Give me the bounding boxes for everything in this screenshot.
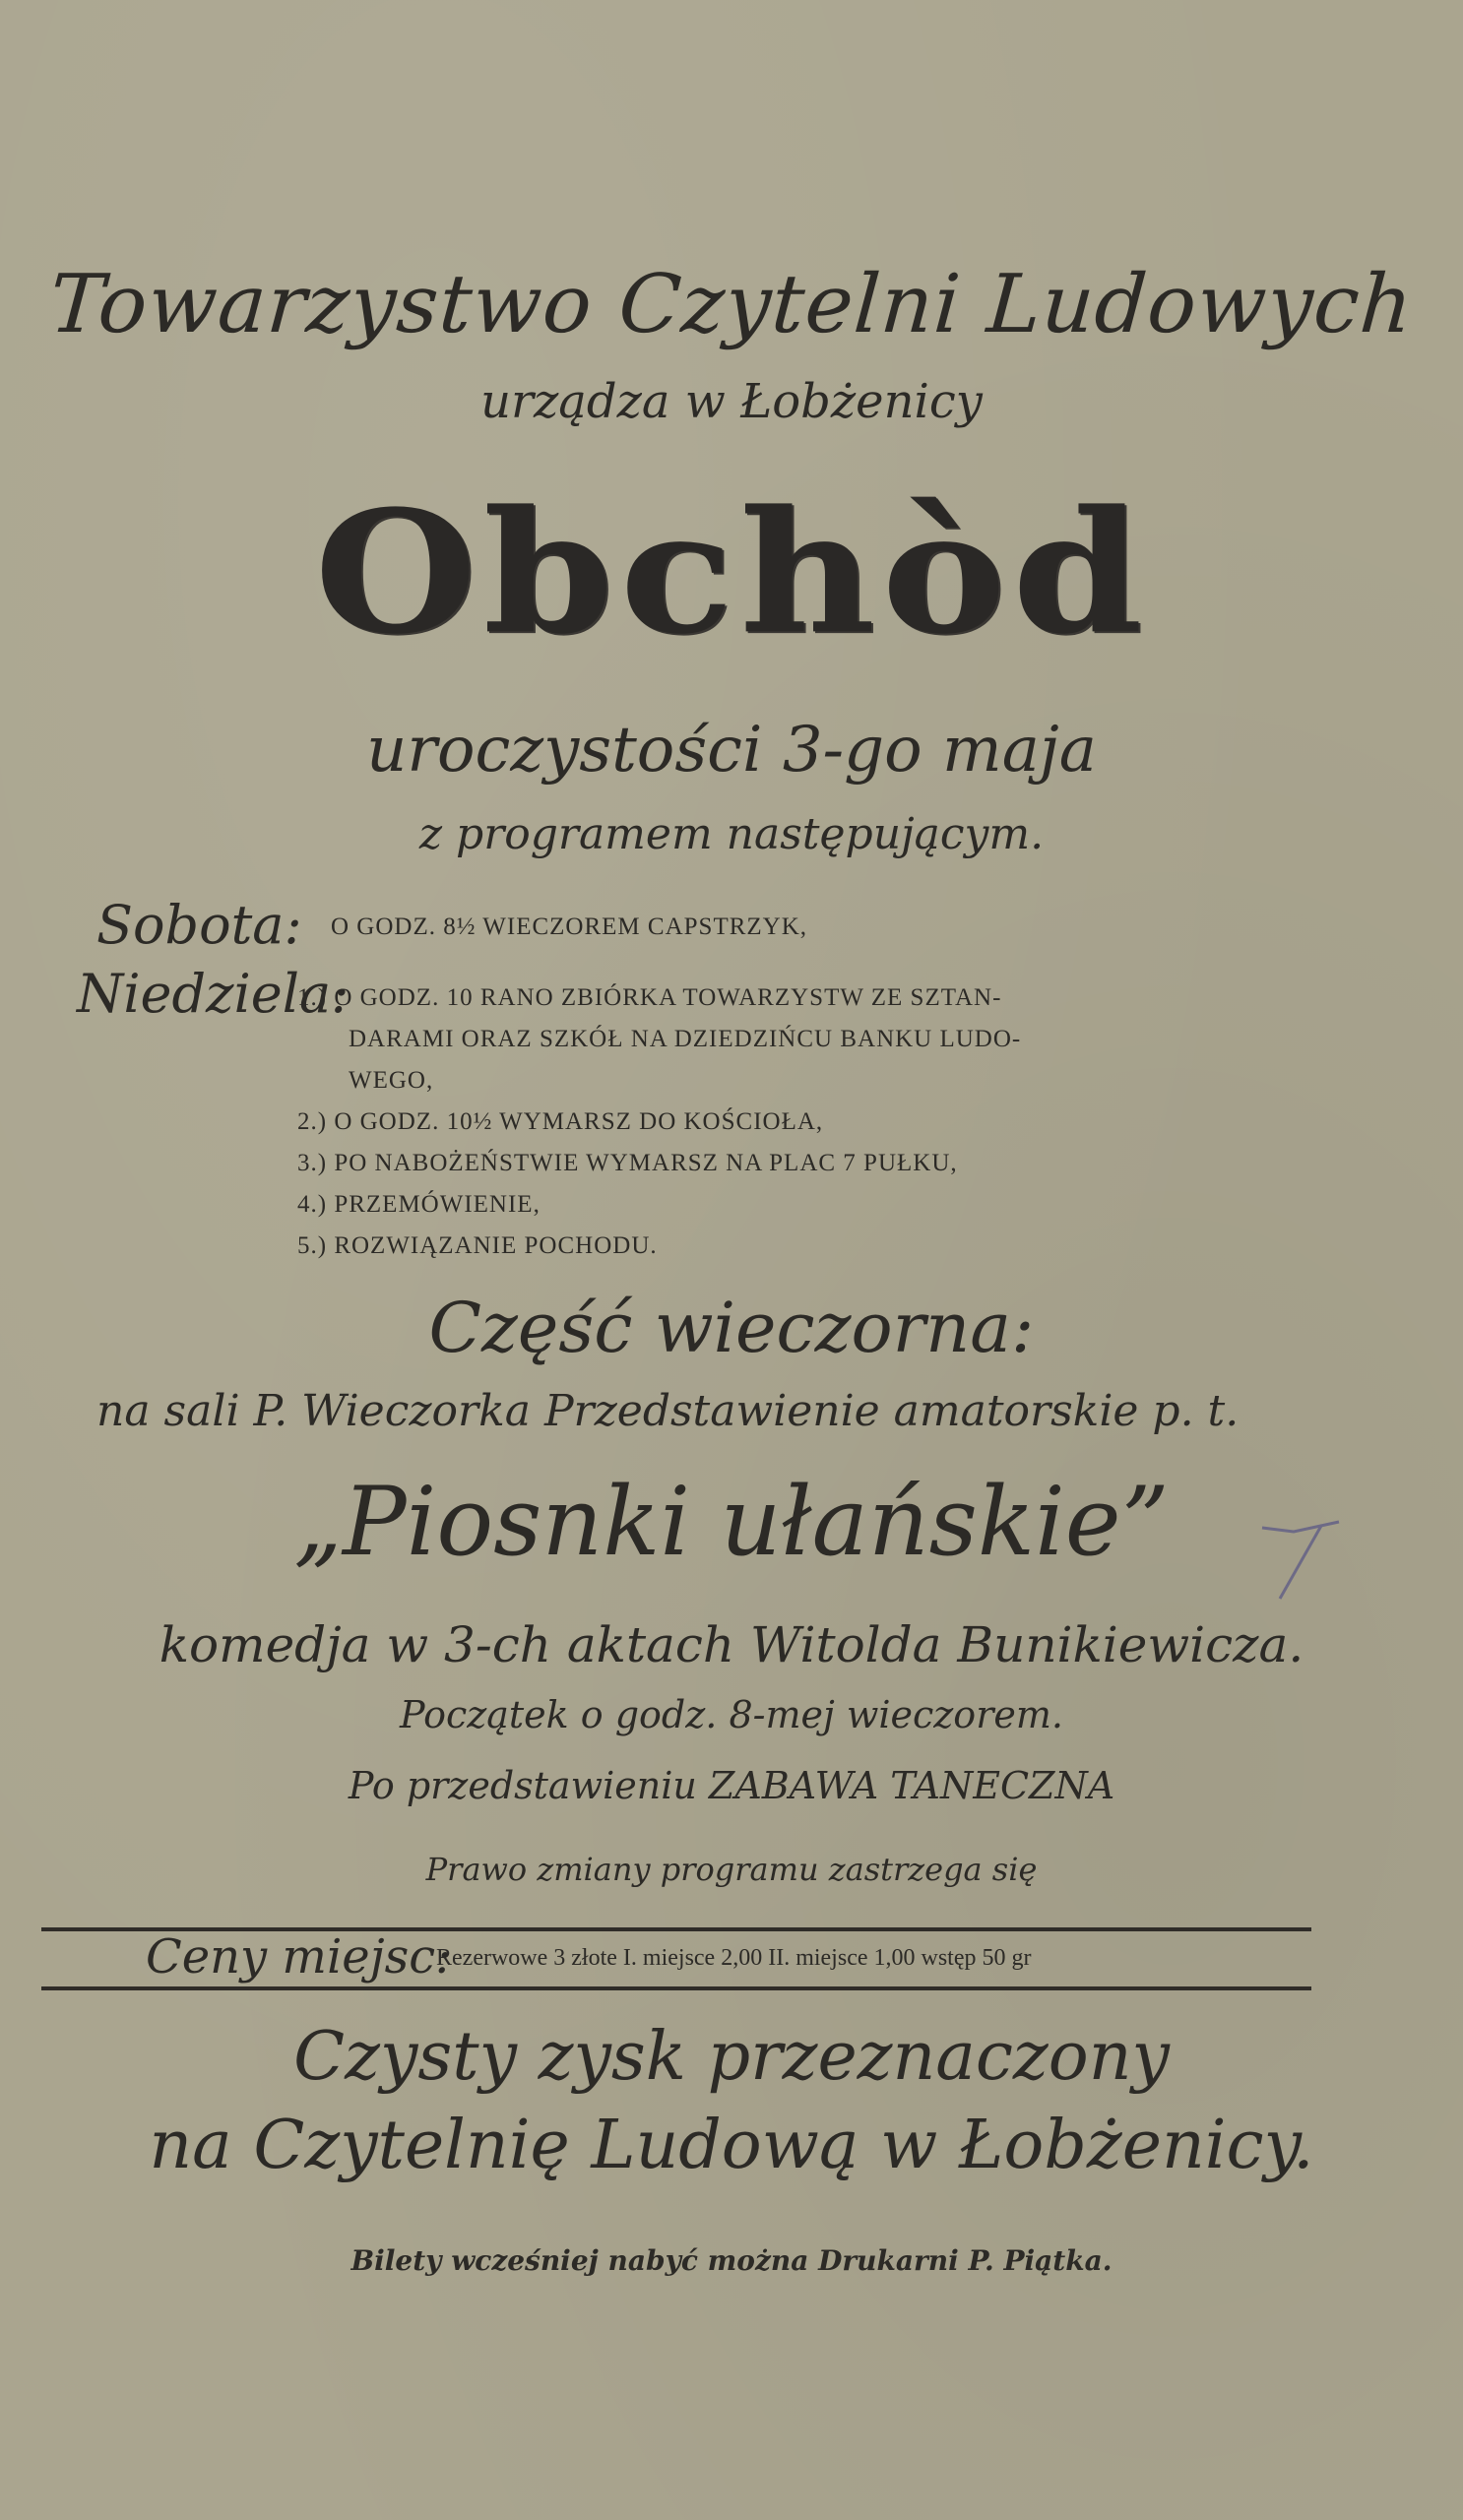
sunday-item: 2.) O GODZ. 10½ WYMARSZ DO KOŚCIOŁA, [297,1108,824,1135]
hall-line: na sali P. Wieczorka Przedstawienie amatorskie p. t. [96,1386,1240,1436]
prices-text: Rezerwowe 3 złote I. miejsce 2,00 II. miejsce 1,00 wstęp 50 gr [436,1945,1032,1971]
profit-line-2: na Czytelnię Ludową w Łobżenicy. [149,2107,1314,2184]
sunday-item: 1.) O GODZ. 10 RANO ZBIÓRKA TOWARZYSTW ZE SZTAN- [297,984,1002,1011]
saturday-label: Sobota: [96,894,302,956]
tickets-note: Bilety wcześniej nabyć można Drukarni P. Piątka. [350,2244,1113,2277]
play-title: „Piosnki ułańskie” [293,1467,1170,1577]
society-name: Towarzystwo Czytelni Ludowych [46,258,1417,351]
prices-label: Ceny miejsc: [146,1929,452,1984]
sunday-item: 4.) PRZEMÓWIENIE, [297,1191,541,1218]
profit-line-1: Czysty zysk przeznaczony [293,2018,1170,2096]
occasion-line: uroczystości 3-go maja [366,714,1097,787]
sunday-item: DARAMI ORAZ SZKÓŁ NA DZIEDZIŃCU BANKU LUDO- [349,1026,1022,1052]
saturday-item: O GODZ. 8½ WIECZOREM CAPSTRZYK, [331,914,808,940]
sunday-label: Niedziela: [77,963,350,1025]
organizes-line: urządza w Łobżenicy [480,374,983,429]
price-rule-bottom [41,1986,1311,1990]
sunday-item: 3.) PO NABOŻEŃSTWIE WYMARSZ NA PLAC 7 PUŁKU, [297,1150,958,1176]
evening-title: Część wieczorna: [428,1288,1035,1368]
sunday-item: WEGO, [349,1067,434,1094]
start-time: Początek o godz. 8-mej wieczorem. [400,1693,1063,1736]
headline-wrap [0,463,1463,682]
reserve-note: Prawo zmiany programu zastrzega się [425,1851,1038,1888]
play-description: komedja w 3-ch aktach Witolda Bunikiewicza. [159,1616,1304,1673]
sunday-item: 5.) ROZWIĄZANIE POCHODU. [297,1232,658,1259]
headline: Obchòd [314,473,1149,671]
dance-line: Po przedstawieniu ZABAWA TANECZNA [348,1764,1115,1807]
program-intro: z programem następującym. [418,809,1045,859]
